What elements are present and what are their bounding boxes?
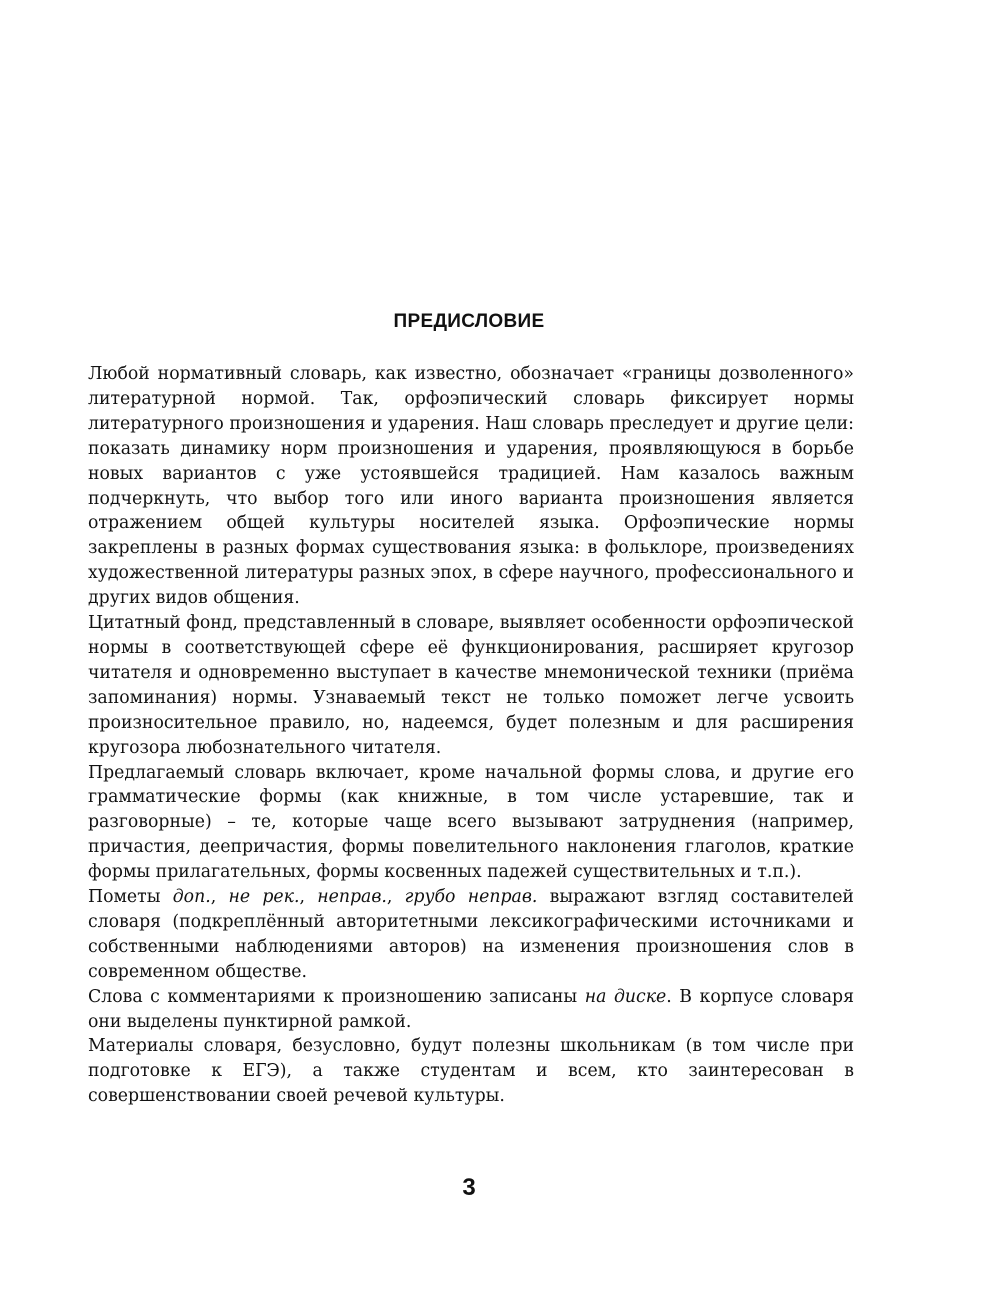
marks-separator: , xyxy=(299,887,318,908)
paragraph-intro: Любой нормативный словарь, как известно, обозначает «границы дозволенного» литературной нормой. Так, орфоэпический словарь фиксирует нормы литературного произношения и ударения. Наш словарь преследует и другие цели: показать динамику норм произношения и ударения, проявляющуюся в борьбе новых вариантов с уже устоявшейся традицией. Нам казалось важным подчеркнуть, что выбор того или иного варианта произношения является отражением общей культуры носителей языка. Орфоэпические нормы закреплены в разных формах существования языка: в фольклоре, произведениях художественной литературы разных эпох, в сфере научного, профессионального и других видов общения. xyxy=(88,364,854,609)
paragraph-quotation-fund: Цитатный фонд, представленный в словаре, выявляет особенности орфоэпической нормы в соответствующей сфере её функционирования, расширяет кругозор читателя и одновременно выступает в качестве мнемонической техники (приёма запоминания) нормы. Узнаваемый текст не только поможет легче усвоить произносительное правило, но, надеемся, будет полезным и для расширения кругозора любознательного читателя. xyxy=(88,613,854,758)
mark-neprav: неправ. xyxy=(317,887,387,908)
mark-ne-rek: не рек. xyxy=(228,887,300,908)
paragraph-grammatical-forms: Предлагаемый словарь включает, кроме начальной формы слова, и другие его грамматические формы (как книжные, в том числе устаревшие, так и разговорные) – те, которые чаще всего вызывают затруднения (например, причастия, деепричастия, формы повелительного наклонения глаголов, краткие формы прилагательных, формы косвенных падежей существительных и т.п.). xyxy=(88,762,854,883)
marks-separator: , xyxy=(210,887,229,908)
marks-intro-text: Пометы xyxy=(88,887,173,908)
marks-separator: , xyxy=(386,887,405,908)
disc-italic-text: на диске xyxy=(584,986,667,1007)
disc-rest-text: . В корпусе словаря они выделены пунктирной рамкой. xyxy=(88,986,854,1032)
preface-body xyxy=(88,362,854,1109)
disc-intro-text: Слова с комментариями к произношению записаны xyxy=(88,986,585,1007)
marks-rest-text: выражают взгляд составителей словаря (подкреплённый авторитетными лексикографическими источниками и собственными наблюдениями авторов) на изменения произношения слов в современном обществе. xyxy=(88,887,854,982)
paragraph-audience: Материалы словаря, безусловно, будут полезны школьникам (в том числе при подготовке к ЕГЭ), а также студентам и всем, кто заинтересован в совершенствовании своей речевой культуры. xyxy=(88,1036,854,1107)
paragraph-marks xyxy=(88,885,854,985)
page-title: ПРЕДИСЛОВИЕ xyxy=(393,311,545,332)
paragraph-disc xyxy=(88,985,854,1035)
mark-dop: доп. xyxy=(172,887,211,908)
page-number: 3 xyxy=(462,1174,476,1201)
mark-grubo-neprav: грубо неправ. xyxy=(404,887,538,908)
